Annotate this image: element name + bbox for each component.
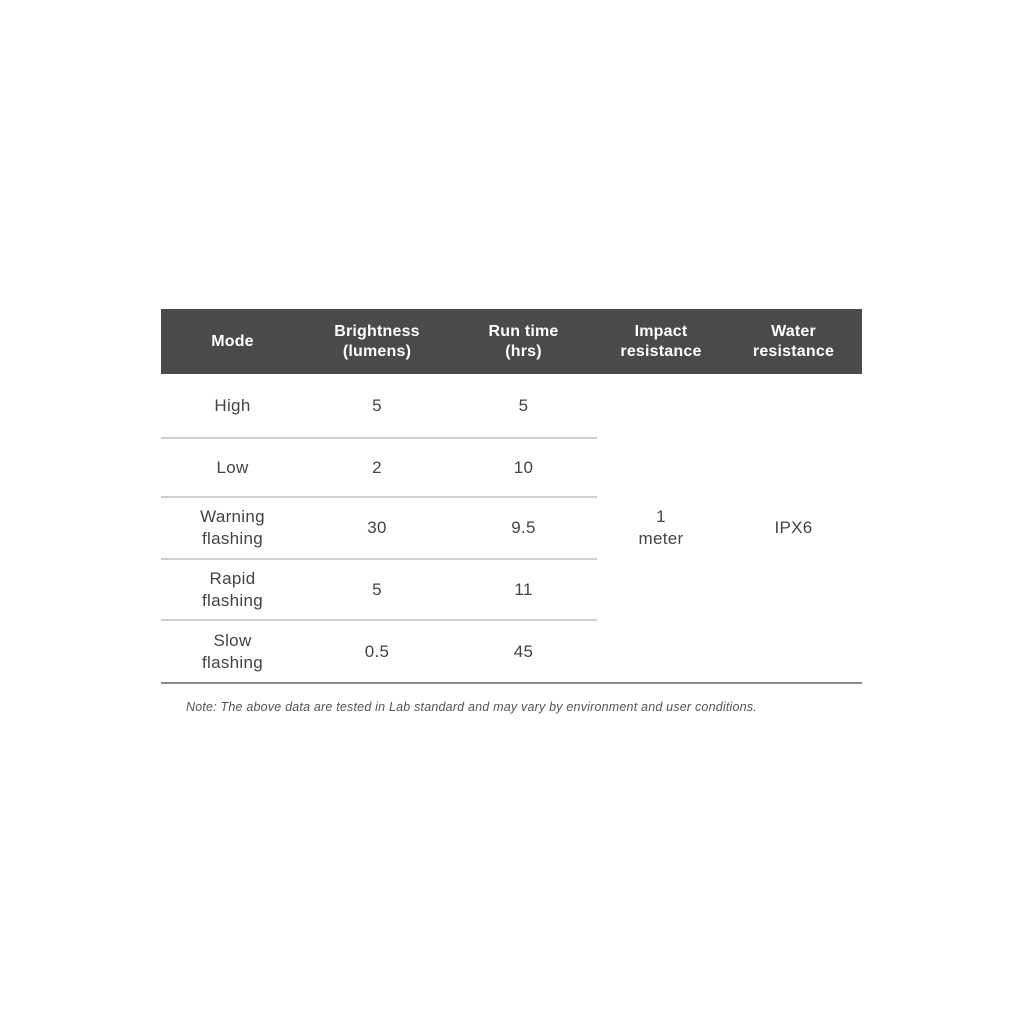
cell-run-time: 11 — [450, 559, 597, 620]
cell-mode: High — [161, 374, 304, 438]
cell-mode: Warning flashing — [161, 497, 304, 559]
cell-brightness: 2 — [304, 438, 450, 497]
cell-mode: Rapid flashing — [161, 559, 304, 620]
cell-mode: Slow flashing — [161, 620, 304, 683]
cell-brightness: 5 — [304, 374, 450, 438]
table-body — [161, 374, 862, 683]
header-impact-resistance: Impact resistance — [620, 322, 702, 360]
cell-brightness: 0.5 — [304, 620, 450, 683]
header-mode: Mode — [211, 332, 254, 350]
cell-run-time: 5 — [450, 374, 597, 438]
cell-mode: Low — [161, 438, 304, 497]
header-water-resistance: Water resistance — [752, 322, 835, 360]
cell-run-time: 45 — [450, 620, 597, 683]
header-brightness: Brightness (lumens) — [334, 322, 420, 360]
table-row — [161, 374, 862, 438]
cell-run-time: 9.5 — [450, 497, 597, 559]
header-run-time: Run time (hrs) — [488, 322, 559, 360]
spec-table — [161, 309, 862, 684]
header-row — [161, 309, 862, 374]
cell-run-time: 10 — [450, 438, 597, 497]
table-header — [161, 309, 862, 374]
footnote: Note: The above data are tested in Lab standard and may vary by environment and user conditions. — [186, 700, 757, 714]
cell-water-resistance: IPX6 — [725, 374, 862, 683]
cell-brightness: 5 — [304, 559, 450, 620]
cell-brightness: 30 — [304, 497, 450, 559]
cell-impact-resistance: 1 meter — [597, 374, 725, 683]
